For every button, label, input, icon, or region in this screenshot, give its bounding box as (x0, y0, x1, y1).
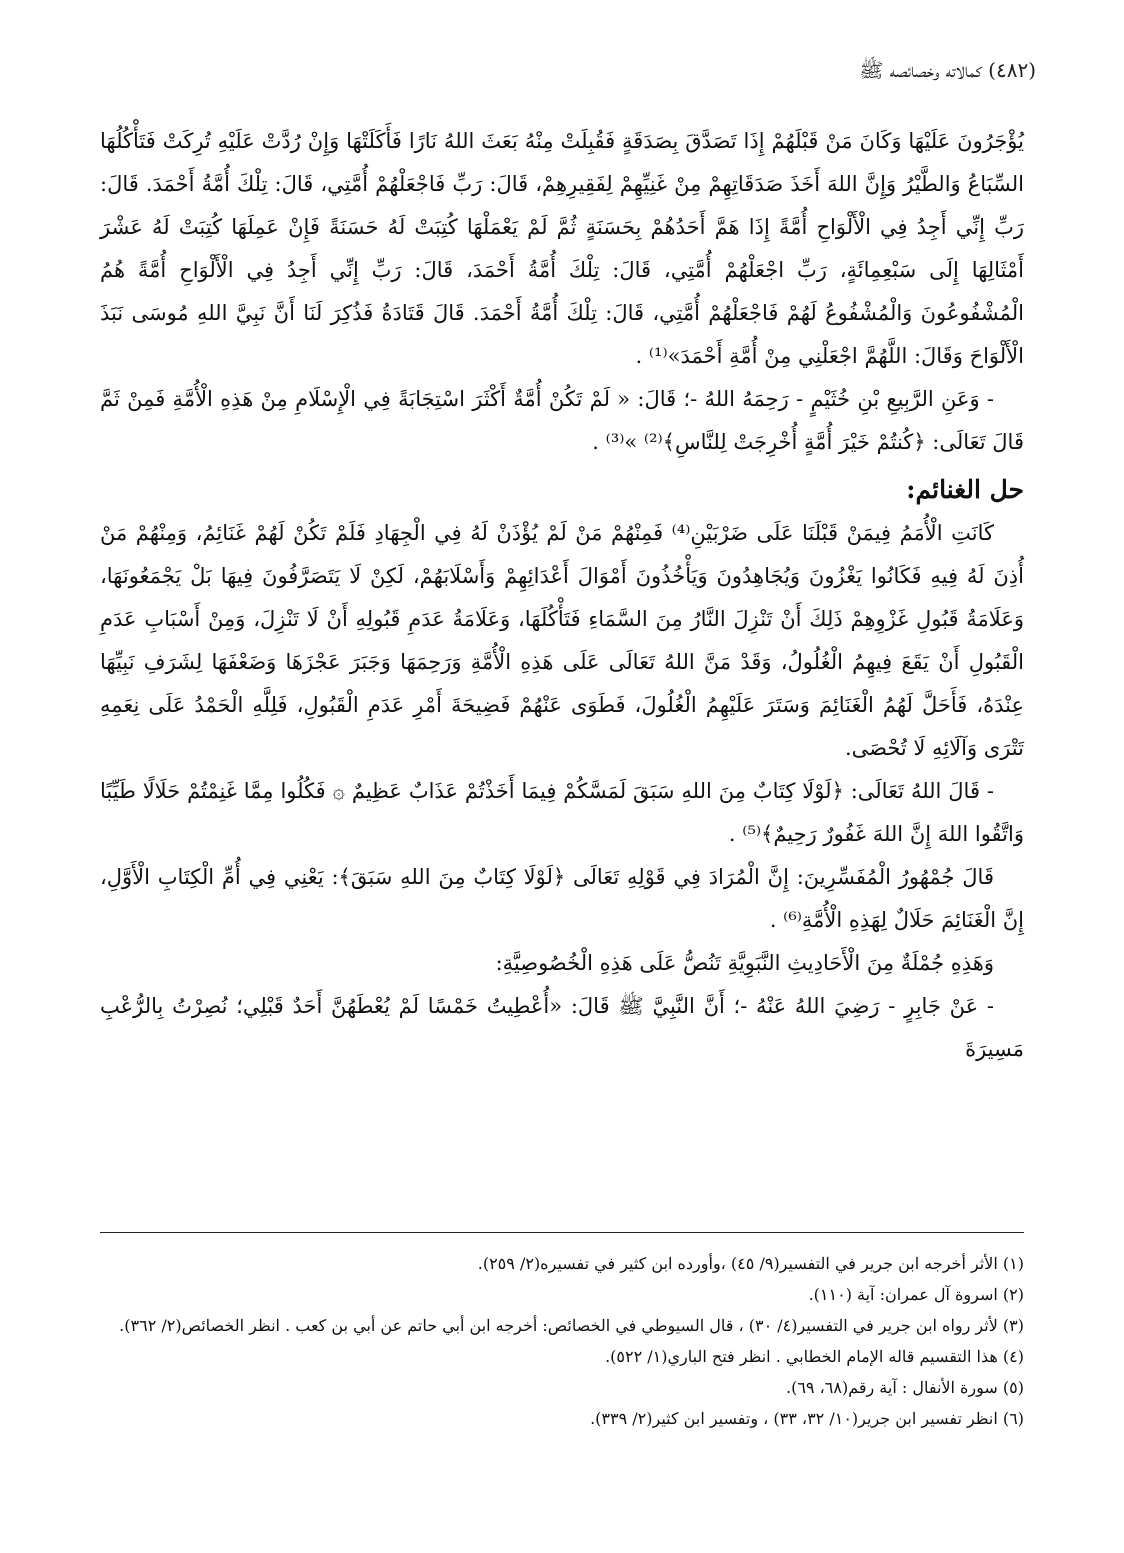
footnote: (١) الأثر أخرجه ابن جرير في التفسير(٩/ ٤٥) ،وأورده ابن كثير في تفسيره(٢/ ٢٥٩). (477, 1254, 1024, 1273)
paragraph: - قَالَ اللهُ تَعَالَى: ﴿لَوْلَا كِتَابٌ مِنَ اللهِ سَبَقَ لَمَسَّكُمْ فِيمَا أَخَذْتُمْ عَذَابٌ عَظِيمٌ ۞ فَكُلُوا مِمَّا غَنِمْتُمْ حَلَالًا طَيِّبًا وَاتَّقُوا اللهَ إِنَّ اللهَ غَفُورٌ رَحِيمٌ﴾⁽⁵⁾ . (100, 779, 1024, 846)
footnote-divider (100, 1232, 1024, 1233)
footnote: (٦) انظر تفسير ابن جرير(١٠/ ٣٢، ٣٣) ، وتفسير ابن كثير(٢/ ٣٣٩). (590, 1409, 1024, 1428)
paragraph: - وَعَنِ الرَّبِيعِ بْنِ خُثَيْمٍ - رَحِمَهُ اللهُ -؛ قَالَ: « لَمْ تَكُنْ أُمَّةٌ أَكْثَرَ اسْتِجَابَةً فِي الْإِسْلَامِ مِنْ هَذِهِ الْأُمَّةِ فَمِنْ ثَمَّ قَالَ تَعَالَى: ﴿كُنتُمْ خَيْرَ أُمَّةٍ أُخْرِجَتْ لِلنَّاسِ﴾⁽²⁾ »⁽³⁾ . (100, 387, 1024, 454)
footnote: (٥) سورة الأنفال : آية رقم(٦٨، ٦٩). (786, 1378, 1024, 1397)
paragraph: يُؤْجَرُونَ عَلَيْهَا وَكَانَ مَنْ قَبْلَهُمْ إِذَا تَصَدَّقَ بِصَدَقَةٍ فَقُبِلَتْ مِنْهُ بَعَثَ اللهُ نَارًا فَأَكَلَتْهَا وَإِنْ رُدَّتْ عَلَيْهِ تُرِكَتْ فَتَأْكُلُهَا السِّبَاعُ وَالطَّيْرُ وَإِنَّ اللهَ أَخَذَ صَدَقَاتِهِمْ مِنْ غَنِيِّهِمْ لِفَقِيرِهِمْ، قَالَ: رَبِّ فَاجْعَلْهُمْ أُمَّتِي، قَالَ: تِلْكَ أُمَّةُ أَحْمَدَ. قَالَ: رَبِّ إِنِّي أَجِدُ فِي الْأَلْوَاحِ أُمَّةً إِذَا هَمَّ أَحَدُهُمْ بِحَسَنَةٍ ثُمَّ لَمْ يَعْمَلْهَا كُتِبَتْ لَهُ حَسَنَةً فَإِنْ عَمِلَهَا كُتِبَتْ لَهُ عَشْرَ أَمْثَالِهَا إِلَى سَبْعِمِائَةٍ، رَبِّ اجْعَلْهُمْ أُمَّتِي، قَالَ: تِلْكَ أُمَّةُ أَحْمَدَ، قَالَ: رَبِّ إِنِّي أَجِدُ فِي الْأَلْوَاحِ أُمَّةً هُمُ الْمُشْفُوعُونَ وَالْمُشْفُوعُ لَهُمْ فَاجْعَلْهُمْ أُمَّتِي، قَالَ: تِلْكَ أُمَّةُ أَحْمَدَ. قَالَ قَتَادَةُ فَذُكِرَ لَنَا أَنَّ نَبِيَّ اللهِ مُوسَى نَبَذَ الْأَلْوَاحَ وَقَالَ: اللَّهُمَّ اجْعَلْنِي مِنْ أُمَّةِ أَحْمَدَ»⁽¹⁾ . (100, 129, 1024, 368)
paragraph: كَانَتِ الْأُمَمُ فِيمَنْ قَبْلَنَا عَلَى ضَرْبَيْنِ⁽⁴⁾ فَمِنْهُمْ مَنْ لَمْ يُؤْذَنْ لَهُ فِي الْجِهَادِ فَلَمْ تَكُنْ لَهُمْ غَنَائِمُ، وَمِنْهُمْ مَنْ أُذِنَ لَهُ فِيهِ فَكَانُوا يَغْزُونَ وَيُجَاهِدُونَ وَيَأْخُذُونَ أَمْوَالَ أَعْدَائِهِمْ وَأَسْلَابَهُمْ، لَكِنْ لَا يَتَصَرَّفُونَ فِيهَا بَلْ يَجْمَعُونَهَا، وَعَلَامَةُ قَبُولِ غَزْوِهِمْ ذَلِكَ أَنْ تَنْزِلَ النَّارُ مِنَ السَّمَاءِ فَتَأْكُلَهَا، وَعَلَامَةُ عَدَمِ قَبُولِهِ أَنْ لَا تَنْزِلَ، وَمِنْ أَسْبَابِ عَدَمِ الْقَبُولِ أَنْ يَقَعَ فِيهِمُ الْغُلُولُ، وَقَدْ مَنَّ اللهُ تَعَالَى عَلَى هَذِهِ الْأُمَّةِ وَرَحِمَهَا وَجَبَرَ عَجْزَهَا وَضَعْفَهَا لِشَرَفِ نَبِيِّهَا عِنْدَهُ، فَأَحَلَّ لَهُمُ الْغَنَائِمَ وَسَتَرَ عَلَيْهِمُ الْغُلُولَ، فَطَوَى عَنْهُمْ فَضِيحَةَ أَمْرِ عَدَمِ الْقَبُولِ، فَلِلَّهِ الْحَمْدُ عَلَى نِعَمِهِ تَتْرَى وَآلَائِهِ لَا تُحْصَى. (100, 521, 1024, 760)
footnote: (٢) اسروة آل عمران: آية (١١٠). (808, 1285, 1024, 1304)
section-heading: حل الغنائم: (906, 475, 1024, 504)
main-text (100, 120, 1024, 1071)
running-header: (٤٨٢) كمالاته وخصائصه ﷺ (859, 58, 1036, 82)
paragraph: - عَنْ جَابِرٍ - رَضِيَ اللهُ عَنْهُ -؛ أَنَّ النَّبِيَّ ﷺ قَالَ: «أُعْطِيتُ خَمْسًا لَمْ يُعْطَهُنَّ أَحَدٌ قَبْلِي؛ نُصِرْتُ بِالرُّعْبِ مَسِيرَةَ (100, 994, 1024, 1061)
paragraph: وَهَذِهِ جُمْلَةٌ مِنَ الْأَحَادِيثِ النَّبَوِيَّةِ تَنُصُّ عَلَى هَذِهِ الْخُصُوصِيَّةِ: (495, 951, 994, 975)
footnote: (٤) هذا التقسيم قاله الإمام الخطابي . انظر فتح الباري(١/ ٥٢٢). (605, 1347, 1024, 1366)
footnotes (100, 1248, 1024, 1434)
paragraph: قَالَ جُمْهُورُ الْمُفَسِّرِينَ: إِنَّ الْمُرَادَ فِي قَوْلِهِ تَعَالَى ﴿لَوْلَا كِتَابٌ مِنَ اللهِ سَبَقَ﴾: يَعْنِي فِي أُمِّ الْكِتَابِ الْأَوَّلِ، إِنَّ الْغَنَائِمَ حَلَالٌ لِهَذِهِ الْأُمَّةِ⁽⁶⁾ . (100, 865, 1024, 932)
footnote: (٣) لأثر رواه ابن جرير في التفسير(٤/ ٣٠) ، قال السيوطي في الخصائص: أخرجه ابن أبي حاتم عن أبي بن كعب . انظر الخصائص(٢/ ٣٦٢). (119, 1316, 1024, 1335)
